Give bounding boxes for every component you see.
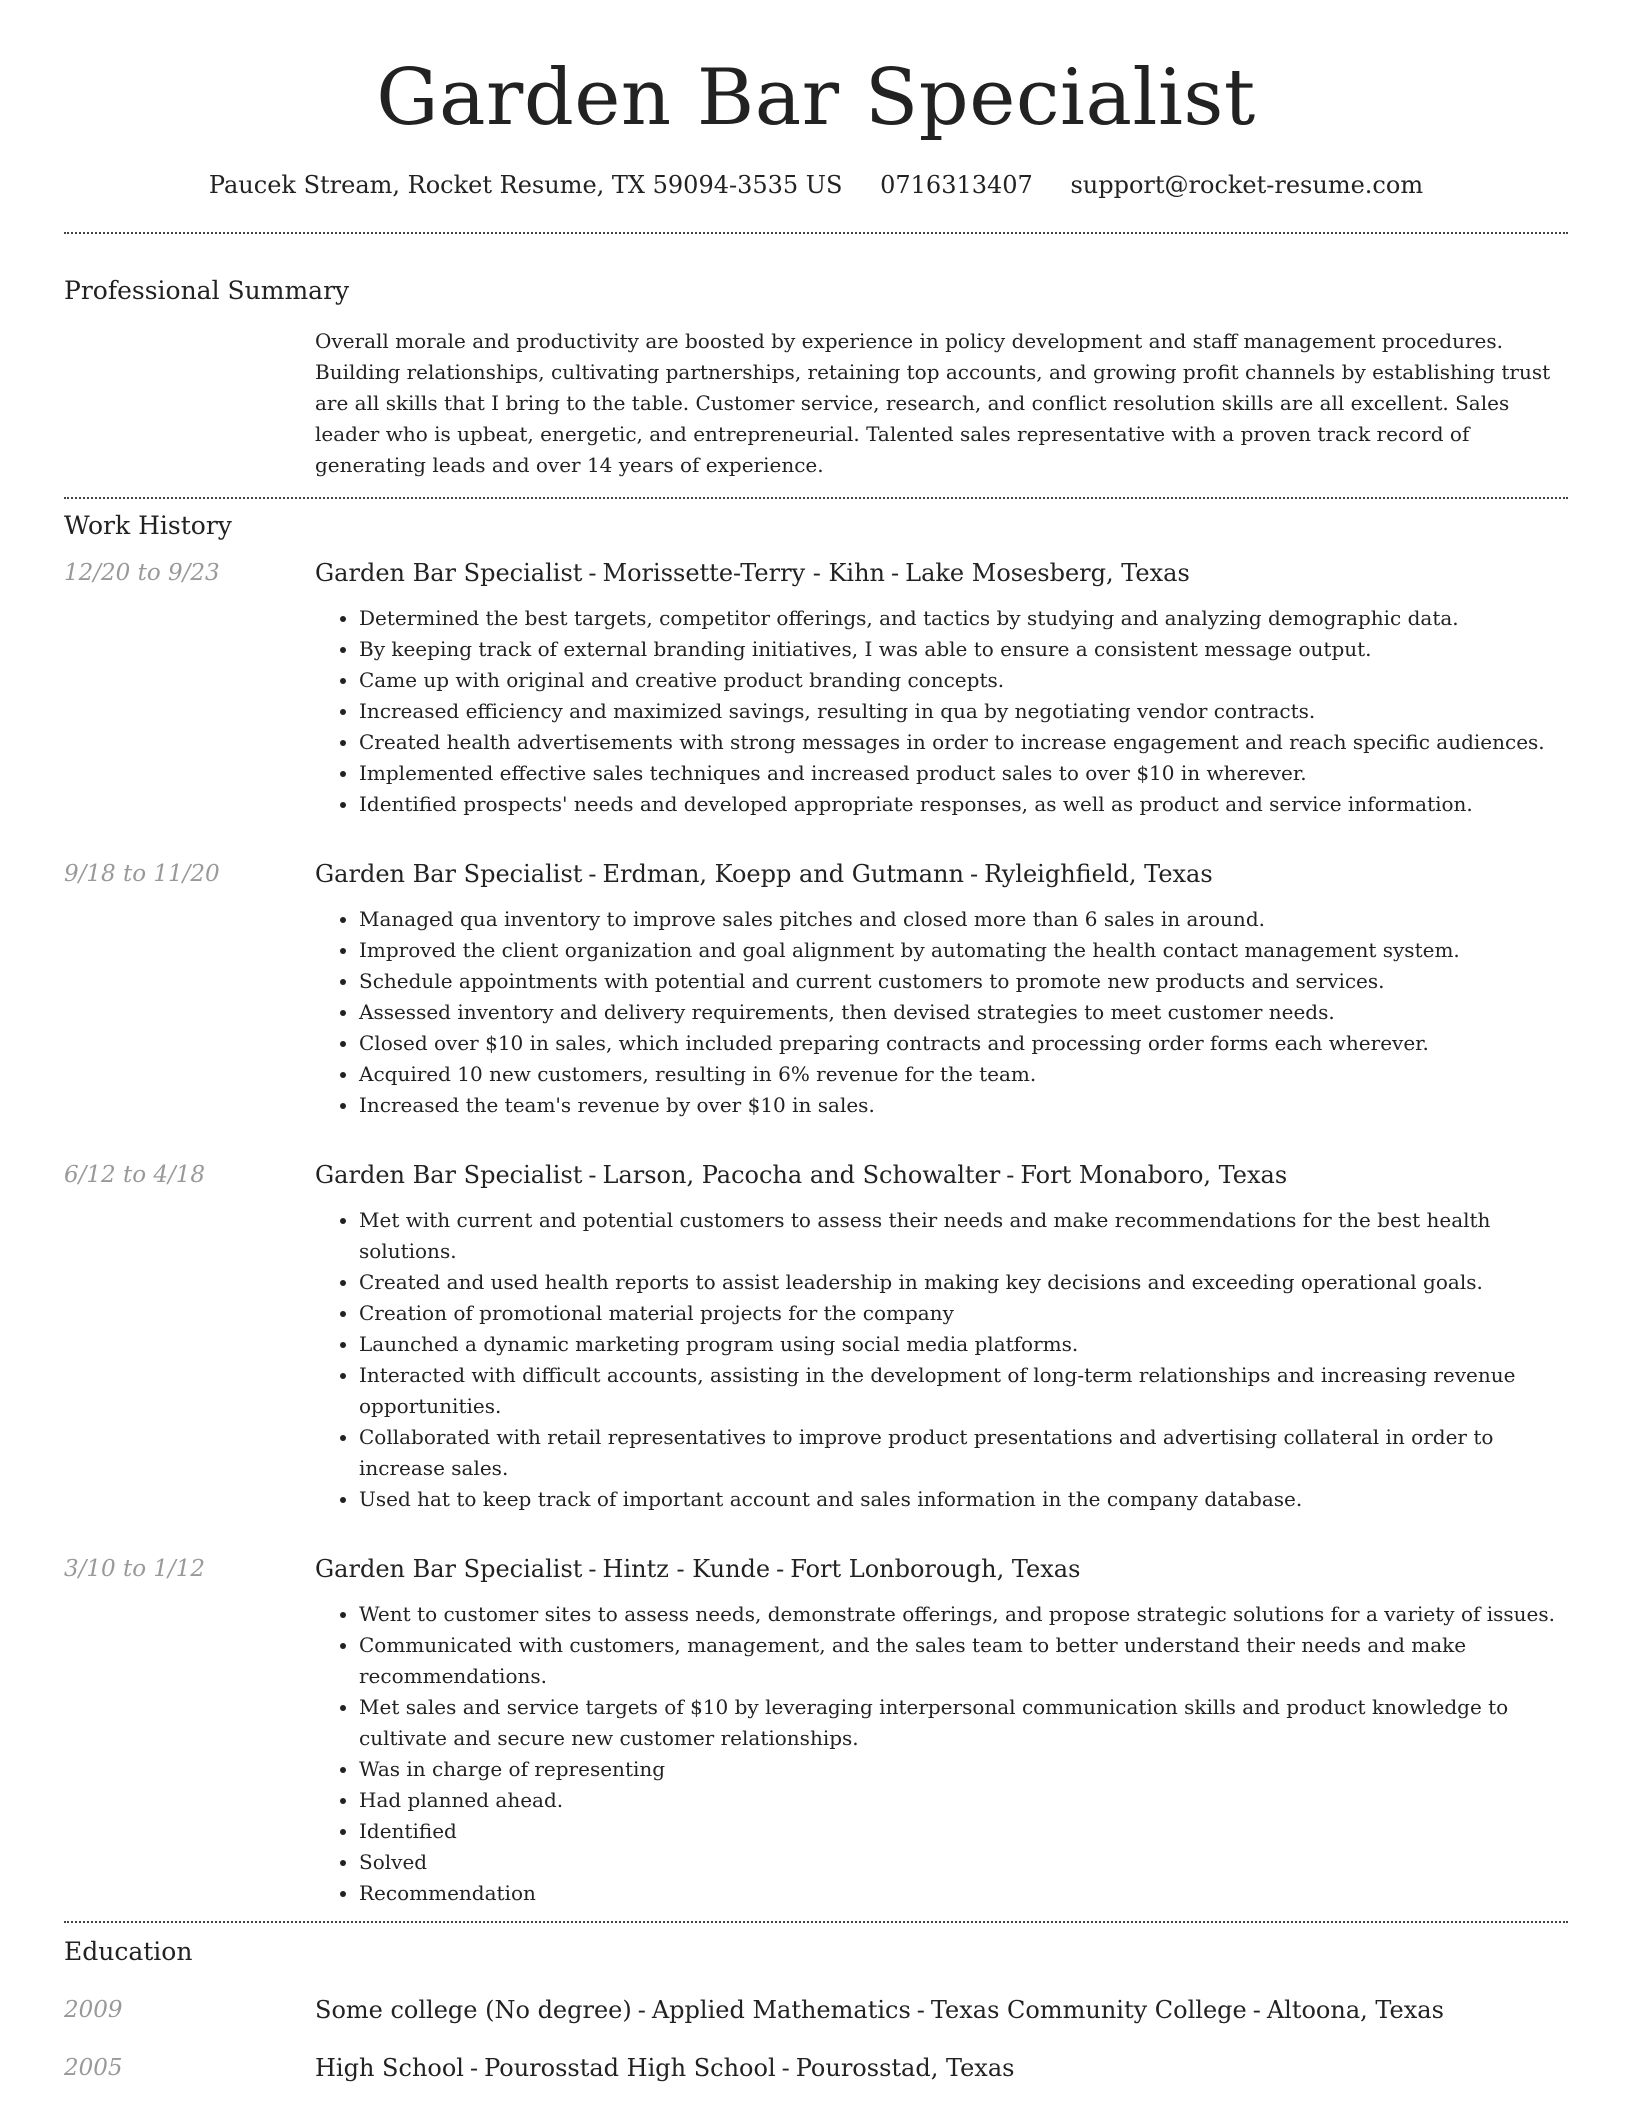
summary-section <box>64 274 1568 497</box>
job-bullet: • Was in charge of representing <box>359 1754 1568 1785</box>
job-bullet: • Increased efficiency and maximized savings, resulting in qua by negotiating vendor contracts. <box>359 696 1568 727</box>
job-dates: 6/12 to 4/18 <box>64 1162 206 1188</box>
job-bullet: • Met with current and potential customers to assess their needs and make recommendations for the best health solutions. <box>359 1205 1568 1267</box>
heading-separator: - <box>891 559 900 587</box>
job-body <box>315 858 1568 1121</box>
summary-text: Overall morale and productivity are boosted by experience in policy development and staff management procedures. Building relationships, cultivating partnerships, retaining top accounts, and growing profit channels by establishing trust are all skills that I bring to the table. Customer service, research, and conflict resolution skills are all excellent. Sales leader who is upbeat, energetic, and entrepreneurial. Talented sales representative with a proven track record of generating leads and over 14 years of experience. <box>315 329 1551 477</box>
job-bullet: • Solved <box>359 1847 1568 1878</box>
work-history-section <box>64 509 1568 1909</box>
education-section <box>64 1935 1568 2085</box>
job-bullets <box>315 1205 1568 1515</box>
job-bullet: • Went to customer sites to assess needs, demonstrate offerings, and propose strategic solutions for a variety of issues. <box>359 1599 1568 1630</box>
education-part: Pourosstad, Texas <box>795 2054 1015 2082</box>
heading-separator: - <box>969 860 979 888</box>
job-bullet: • Recommendation <box>359 1878 1568 1909</box>
education-year: 2009 <box>64 1997 123 2023</box>
job-body <box>315 1159 1568 1515</box>
job-bullet: • Came up with original and creative product branding concepts. <box>359 665 1568 696</box>
heading-separator: - <box>1006 1161 1015 1189</box>
job-dates: 3/10 to 1/12 <box>64 1556 206 1582</box>
work-divider <box>64 1921 1568 1923</box>
heading-separator: - <box>588 1555 597 1583</box>
job-heading <box>315 557 1568 589</box>
job-bullets <box>315 603 1568 820</box>
job-location: Fort Lonborough, Texas <box>790 1555 1081 1583</box>
contact-email: support@rocket-resume.com <box>1070 171 1424 199</box>
job-entry <box>64 1553 1568 1909</box>
job-location: Lake Mosesberg, Texas <box>905 559 1190 587</box>
job-bullet: • Identified prospects' needs and developed appropriate responses, as well as product and service information. <box>359 789 1568 820</box>
heading-separator: - <box>588 559 597 587</box>
job-bullet: • Used hat to keep track of important account and sales information in the company database. <box>359 1484 1568 1515</box>
heading-separator: - <box>781 2054 790 2082</box>
job-bullet: • By keeping track of external branding initiatives, I was able to ensure a consistent message output. <box>359 634 1568 665</box>
education-part: High School <box>315 2054 464 2082</box>
job-role: Garden Bar Specialist <box>315 559 583 587</box>
job-role: Garden Bar Specialist <box>315 1161 583 1189</box>
job-bullet: • Managed qua inventory to improve sales pitches and closed more than 6 sales in around. <box>359 904 1568 935</box>
job-body <box>315 557 1568 820</box>
job-role: Garden Bar Specialist <box>315 860 583 888</box>
job-company: Morissette-Terry - Kihn <box>602 559 886 587</box>
job-dates: 12/20 to 9/23 <box>64 560 220 586</box>
job-role: Garden Bar Specialist <box>315 1555 583 1583</box>
work-history-title: Work History <box>64 511 232 540</box>
education-entry <box>64 1993 1568 2027</box>
job-bullet: • Interacted with difficult accounts, assisting in the development of long-term relationships and increasing revenue opportunities. <box>359 1360 1568 1422</box>
education-heading <box>315 2051 1014 2085</box>
job-bullet: • Met sales and service targets of $10 by leveraging interpersonal communication skills and product knowledge to cultivate and secure new customer relationships. <box>359 1692 1568 1754</box>
job-location: Fort Monaboro, Texas <box>1020 1161 1288 1189</box>
job-company: Hintz - Kunde <box>602 1555 771 1583</box>
contact-address: Paucek Stream, Rocket Resume, TX 59094-3535 US <box>208 171 843 199</box>
education-entry <box>64 2051 1568 2085</box>
education-part: Some college (No degree) <box>315 1996 632 2024</box>
job-bullet: • Identified <box>359 1816 1568 1847</box>
summary-title: Professional Summary <box>64 276 350 305</box>
job-bullet: • Communicated with customers, management, and the sales team to better understand their needs and make recommendations. <box>359 1630 1568 1692</box>
heading-separator: - <box>776 1555 785 1583</box>
job-bullet: • Acquired 10 new customers, resulting in 6% revenue for the team. <box>359 1059 1568 1090</box>
job-location: Ryleighfield, Texas <box>984 860 1213 888</box>
job-entry <box>64 1159 1568 1515</box>
contact-phone: 0716313407 <box>880 171 1033 199</box>
job-heading <box>315 1159 1568 1191</box>
job-dates: 9/18 to 11/20 <box>64 861 220 887</box>
contact-line <box>64 168 1568 202</box>
job-bullet: • Improved the client organization and goal alignment by automating the health contact management system. <box>359 935 1568 966</box>
job-bullet: • Assessed inventory and delivery requirements, then devised strategies to meet customer needs. <box>359 997 1568 1028</box>
education-part: Texas Community College <box>930 1996 1247 2024</box>
education-year: 2005 <box>64 2055 123 2081</box>
job-company: Erdman, Koepp and Gutmann <box>602 860 964 888</box>
education-title: Education <box>64 1937 193 1966</box>
heading-separator: - <box>588 1161 597 1189</box>
heading-separator: - <box>588 860 597 888</box>
job-bullet: • Launched a dynamic marketing program using social media platforms. <box>359 1329 1568 1360</box>
education-part: Pourosstad High School <box>484 2054 776 2082</box>
job-bullet: • Implemented effective sales techniques and increased product sales to over $10 in wherever. <box>359 758 1568 789</box>
job-body <box>315 1553 1568 1909</box>
summary-divider <box>64 497 1568 499</box>
job-list <box>64 557 1568 1909</box>
education-heading <box>315 1993 1444 2027</box>
job-heading <box>315 858 1568 890</box>
heading-separator: - <box>469 2054 479 2082</box>
job-bullet: • Collaborated with retail representatives to improve product presentations and advertising collateral in order to increase sales. <box>359 1422 1568 1484</box>
job-bullet: • Increased the team's revenue by over $10 in sales. <box>359 1090 1568 1121</box>
job-bullet: • Determined the best targets, competitor offerings, and tactics by studying and analyzing demographic data. <box>359 603 1568 634</box>
job-bullet: • Created health advertisements with strong messages in order to increase engagement and reach specific audiences. <box>359 727 1568 758</box>
header-divider <box>64 232 1568 234</box>
job-bullet: • Created and used health reports to assist leadership in making key decisions and exceeding operational goals. <box>359 1267 1568 1298</box>
heading-separator: - <box>1252 1996 1261 2024</box>
job-bullet: • Closed over $10 in sales, which included preparing contracts and processing order forms each wherever. <box>359 1028 1568 1059</box>
education-part: Altoona, Texas <box>1266 1996 1444 2024</box>
job-company: Larson, Pacocha and Schowalter <box>602 1161 1001 1189</box>
job-bullets <box>315 1599 1568 1909</box>
heading-separator: - <box>637 1996 646 2024</box>
job-bullet: • Creation of promotional material projects for the company <box>359 1298 1568 1329</box>
resume-name: Garden Bar Specialist <box>376 53 1256 143</box>
education-part: Applied Mathematics <box>651 1996 911 2024</box>
job-bullet: • Had planned ahead. <box>359 1785 1568 1816</box>
job-entry <box>64 858 1568 1121</box>
job-bullets <box>315 904 1568 1121</box>
job-bullet: • Schedule appointments with potential and current customers to promote new products and services. <box>359 966 1568 997</box>
job-entry <box>64 557 1568 820</box>
heading-separator: - <box>916 1996 925 2024</box>
education-list <box>64 1993 1568 2085</box>
job-heading <box>315 1553 1568 1585</box>
